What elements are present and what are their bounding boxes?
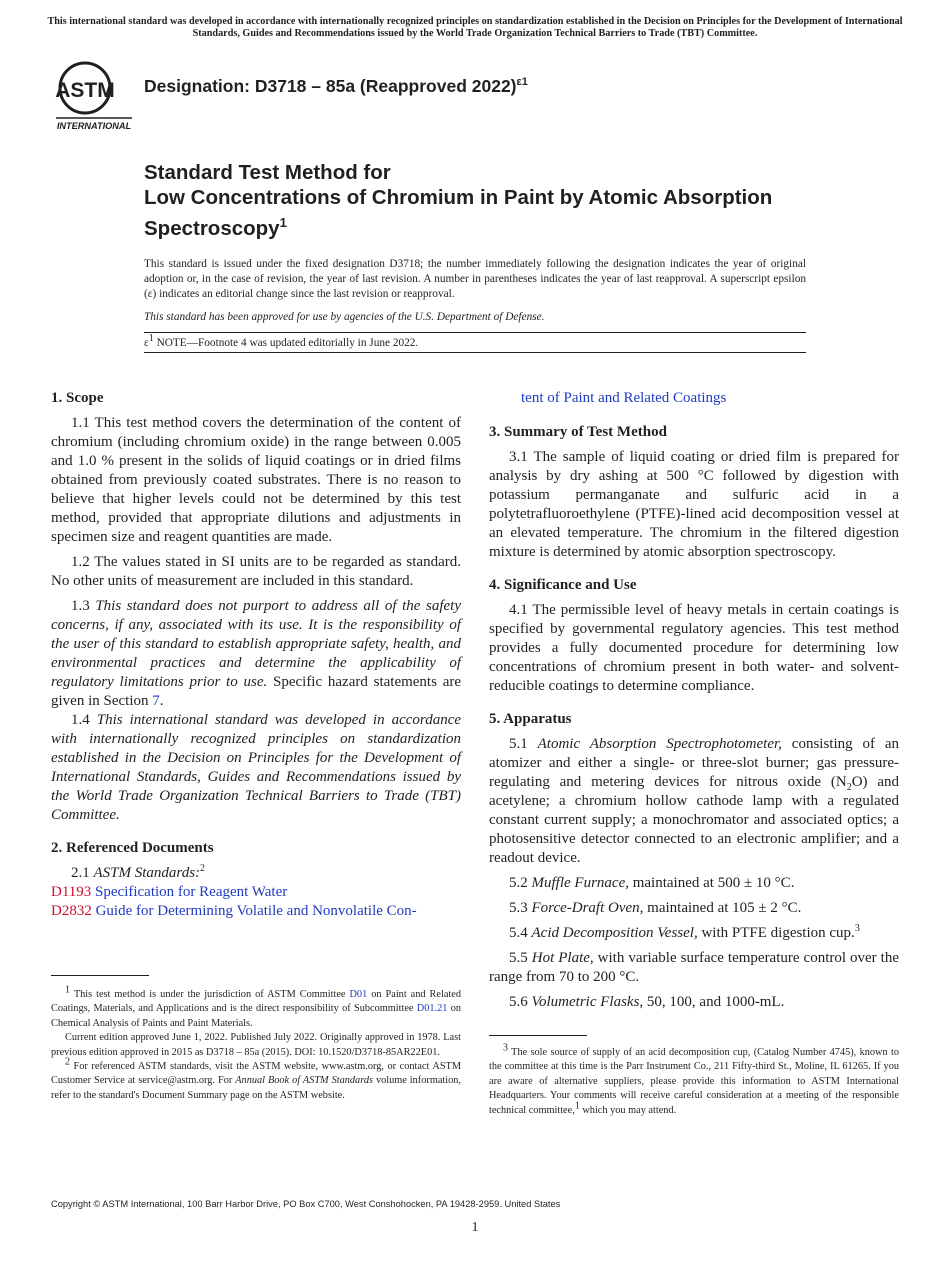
item-name: Acid Decomposition Vessel, (531, 925, 698, 941)
committee-d01-link[interactable]: D01 (349, 989, 368, 1000)
divider (144, 332, 806, 333)
footnote-divider (489, 1035, 587, 1036)
section-heading-significance: 4. Significance and Use (489, 577, 637, 593)
footnote-divider (51, 975, 149, 976)
para-number: 5.4 (509, 925, 532, 941)
paragraph-3-1: 3.1 The sample of liquid coating or dried film is prepared for analysis by dry ashing at 500 °C followed by digestion with potassium permanganate and sulfuric acid in a polytetrafluoroethylene (PTFE)-lined acid decomposition vessel at an elevated temperature. The chromium in the filtered digestion mixture is determined by atomic absorption spectroscopy. (489, 449, 899, 560)
section-7-link[interactable]: 7 (152, 693, 160, 709)
para-number: 5.3 (509, 900, 532, 916)
subcommittee-d01-21-link[interactable]: D01.21 (416, 1003, 448, 1015)
footnote-2 (51, 1056, 461, 1103)
para-text: with variable surface temperature control over the range from 70 to 200 °C. (489, 950, 899, 985)
document-title (144, 160, 824, 241)
para-number: 5.1 (509, 736, 538, 752)
para-text: consisting of an atomizer and either a single- or three-slot burner; gas pressure-regulating and metering devices for nitrous oxide (N (489, 736, 900, 790)
footnote-1 (51, 984, 461, 1031)
paragraph-5-3 (489, 899, 899, 918)
astm-standards-label: ASTM Standards: (93, 865, 201, 881)
paragraph-5-2 (489, 874, 899, 893)
para-number: 5.6 (509, 994, 532, 1010)
footnote-ref: 2 (200, 863, 206, 874)
eps-note-text: NOTE—Footnote 4 was updated editorially in June 2022. (153, 337, 419, 349)
paragraph-1-2: 1.2 The values stated in SI units are to be regarded as standard. No other units of measurement are included in this standard. (51, 554, 461, 589)
footnote-text: The sole source of supply of an acid decomposition cup, (Catalog Number 4745), known to the committee at this time is the Parr Instrument Co., 211 Fifty-third St., Moline, IL 61265. If you are aware of alternative suppliers, please provide this information to ASTM International Headquarters. Your comments will receive careful consideration at a meeting of the responsible technical committee, (489, 1047, 899, 1116)
footnote-text: on Chemical Analysis of Paints and Paint Materials. (51, 1003, 461, 1029)
section-heading-referenced: 2. Referenced Documents (51, 840, 214, 856)
tbt-notice: This international standard was developed in accordance with internationally recognized principles on standardization established in the Decision on Principles for the Development of International Standards, Guides and Recommendations issued by the World Trade Organization Technical Barriers to Trade (TBT) Committee. (47, 16, 903, 39)
dod-approval: This standard has been approved for use by agencies of the U.S. Department of Defense. (144, 311, 545, 323)
footnotes-left (51, 984, 461, 1103)
tbt-statement: This international standard was developed in accordance with internationally recognized principles on standardization established in the Decision on Principles for the Development of International Standards, Guides and Recommendations issued by the World Trade Organization Technical Barriers to Trade (TBT) Committee. (51, 712, 462, 823)
footnote-text: which you may attend. (579, 1104, 677, 1116)
edition-note: Current edition approved June 1, 2022. Published July 2022. Originally approved in 1978. Last previous edition approved in 2015 as D3718 – 85a (2015). DOI: 10.1520/D3718-85AR22E01. (51, 1032, 461, 1058)
section-heading-apparatus: 5. Apparatus (489, 711, 572, 727)
footnote-number: 2 (65, 1056, 70, 1068)
paragraph-2-1 (51, 864, 461, 883)
item-name: Atomic Absorption Spectrophotometer, (537, 736, 782, 752)
book-title: Annual Book of ASTM Standards (235, 1075, 373, 1087)
ref-title[interactable]: Specification for Reagent Water (91, 884, 288, 900)
paragraph-4-1: 4.1 The permissible level of heavy metals in certain coatings is specified by governmental regulatory agencies. This test method provides a fully documented procedure for determining low concentrations of chromium present in both water- and solvent-reducible coatings to determine compliance. (489, 602, 899, 694)
logo-text: ASTM (55, 79, 115, 102)
para-text: Specific hazard statements are given in Section (51, 674, 461, 709)
paragraph-5-5 (489, 949, 899, 987)
reference-d2832[interactable] (51, 902, 461, 921)
ref-title[interactable]: Guide for Determining Volatile and Nonvolatile Con- (91, 903, 417, 919)
paragraph-1-1: 1.1 This test method covers the determination of the content of chromium (including chromium oxide) in the range between 0.005 and 1.0 % present in the solids of liquid coatings or in dried films obtained from previously coated substrates. There is no reason to believe that higher levels could not be determined by this test method, provided that appropriate dilutions and adjustments in specimen size and reagent quantities are made. (51, 415, 461, 545)
footnote-ref: 1 (574, 1100, 580, 1112)
para-number: 5.2 (509, 875, 532, 891)
item-name: Muffle Furnace, (531, 875, 629, 891)
footnote-3 (489, 1042, 899, 1118)
item-name: Force-Draft Oven, (531, 900, 644, 916)
epsilon-note (144, 333, 419, 349)
footnote-text: on Paint and Related Coatings, Materials, and Applications and is the direct responsibility of Subcommittee (51, 989, 461, 1015)
ref-code[interactable]: D2832 (51, 903, 92, 919)
para-number: 2.1 (71, 865, 94, 881)
item-name: Hot Plate, (531, 950, 594, 966)
footnote-ref: 3 (854, 923, 860, 934)
reference-d2832-continuation[interactable]: tent of Paint and Related Coatings (521, 390, 727, 406)
paragraph-1-4 (51, 711, 461, 825)
ref-code[interactable]: D1193 (51, 884, 92, 900)
footnote-number: 3 (503, 1042, 508, 1054)
para-text: O) and acetylene; a chromium hollow cathode lamp with a regulated constant current supply; a monochromator and associated optics; a photosensitive detector connected to an electronic amplifier; and a readout device. (489, 774, 899, 866)
para-text: maintained at 500 ± 10 °C. (628, 875, 795, 891)
designation-text: Designation: D3718 – 85a (Reapproved 2022) (144, 76, 517, 96)
footnotes-right (489, 1042, 899, 1118)
copyright-notice: Copyright © ASTM International, 100 Barr Harbor Drive, PO Box C700, West Conshohocken, PA 19428-2959. United States (51, 1199, 561, 1209)
logo-subtext: INTERNATIONAL (56, 121, 132, 131)
subscript: 2 (846, 782, 852, 793)
footnote-text: volume information, refer to the standard's Document Summary page on the ASTM website. (51, 1075, 461, 1101)
safety-caveat: This standard does not purport to address all of the safety concerns, if any, associated with its use. It is the responsibility of the user of this standard to establish appropriate safety, health, and environmental practices and determine the applicability of regulatory limitations prior to use. (51, 598, 462, 690)
designation-epsilon: ε1 (516, 76, 528, 89)
page-number: 1 (471, 1220, 479, 1235)
para-number: 1.4 (71, 712, 97, 728)
eps-symbol: ε (144, 337, 149, 349)
footnote-number: 1 (65, 984, 70, 996)
paragraph-5-1 (489, 735, 899, 868)
para-text: 50, 100, and 1000-mL. (643, 994, 785, 1010)
astm-logo (52, 58, 136, 132)
para-text: maintained at 105 ± 2 °C. (643, 900, 802, 916)
paragraph-1-3 (51, 597, 461, 711)
eps-sup: 1 (148, 333, 154, 345)
section-heading-scope: 1. Scope (51, 390, 104, 406)
paragraph-5-6 (489, 993, 899, 1012)
left-column (51, 389, 461, 921)
title-footnote-ref: 1 (279, 215, 287, 230)
section-heading-summary: 3. Summary of Test Method (489, 424, 667, 440)
issue-statement: This standard is issued under the fixed designation D3718; the number immediately following the designation indicates the year of original adoption or, in the case of revision, the year of last revision. A number in parentheses indicates the year of last reapproval. A superscript epsilon (ε) indicates an editorial change since the last revision or reapproval. (144, 258, 806, 301)
para-text: . (159, 693, 164, 709)
para-text: with PTFE digestion cup. (697, 925, 855, 941)
reference-d1193[interactable] (51, 883, 461, 902)
footnote-text: For referenced ASTM standards, visit the ASTM website, www.astm.org, or contact ASTM Customer Service at service@astm.org. For (51, 1061, 461, 1087)
paragraph-5-4 (489, 924, 899, 943)
item-name: Volumetric Flasks, (531, 994, 644, 1010)
divider (144, 352, 806, 353)
para-number: 5.5 (509, 950, 532, 966)
title-line-1: Standard Test Method for (144, 161, 391, 184)
footnote-text: This test method is under the jurisdiction of ASTM Committee (70, 989, 350, 1000)
designation (144, 76, 528, 97)
right-column (489, 389, 899, 1018)
title-line-2: Low Concentrations of Chromium in Paint by Atomic Absorption Spectroscopy (144, 186, 773, 240)
para-number: 1.3 (71, 598, 96, 614)
